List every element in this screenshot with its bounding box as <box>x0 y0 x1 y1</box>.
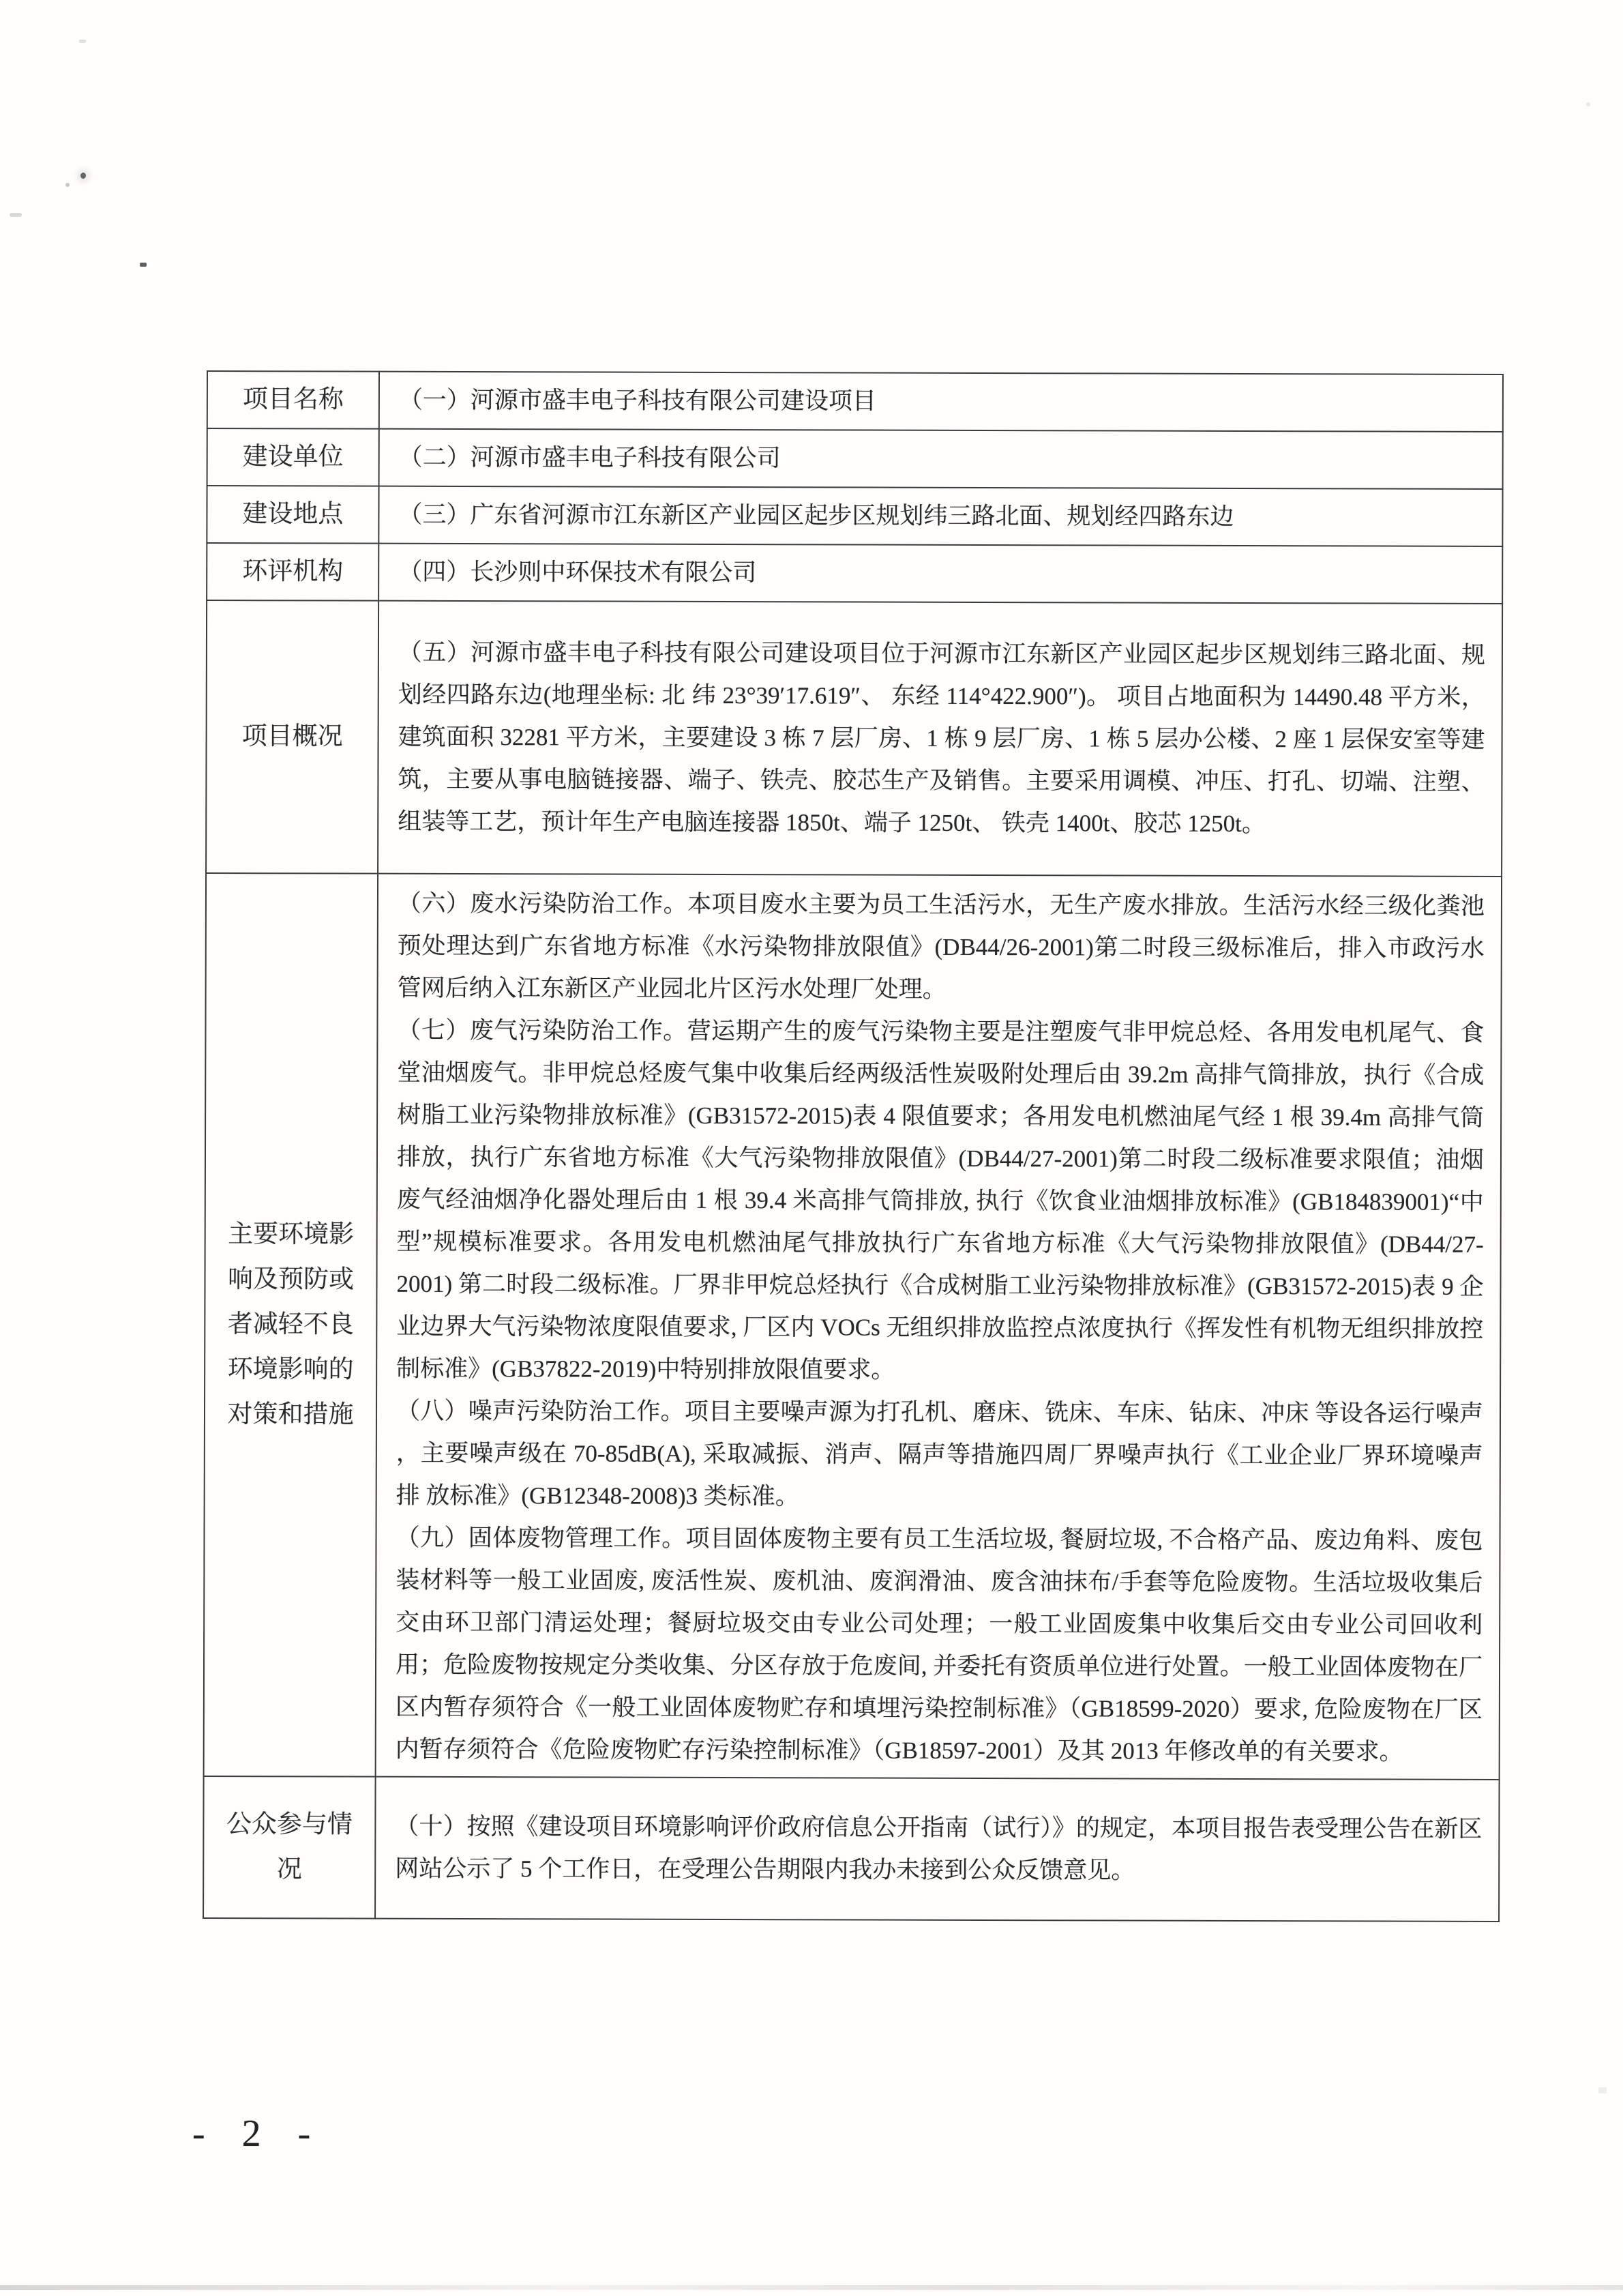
scan-speck <box>65 183 70 187</box>
table-row-construction-unit <box>207 428 1503 489</box>
public-participation-paragraph: （十）按照《建设项目环境影响评价政府信息公开指南（试行）》的规定，本项目报告表受理公告在新区网站公示了 5 个工作日，在受理公告期限内我办未接到公众反馈意见。 <box>395 1812 1483 1884</box>
scan-speck <box>1598 2087 1607 2093</box>
row-content-environmental-measures <box>376 874 1502 1780</box>
scan-speck <box>140 263 147 267</box>
row-label-construction-site <box>207 486 378 544</box>
measures-paragraph-noise: （八）噪声污染防治工作。项目主要噪声源为打孔机、磨床、铣床、车床、钻床、冲床 等设各运行噪声 ，主要噪声级在 70-85dB(A), 采取减振、消声、隔声等措施四周厂界噪声执行《工业企业厂界环境噪声排 放标准》(GB12348-2008)3 类标准。 <box>396 1397 1484 1510</box>
row-content-text: （三）广东省河源市江东新区产业园区起步区规划纬三路北面、规划经四路东边 <box>398 501 1234 530</box>
row-content-public-participation <box>375 1777 1500 1922</box>
row-label-public-participation <box>203 1776 376 1919</box>
row-content-text: （一）河源市盛丰电子科技有限公司建设项目 <box>398 386 876 415</box>
eia-registration-table <box>203 370 1504 1922</box>
measures-paragraph-solid-waste: （九）固体废物管理工作。项目固体废物主要有员工生活垃圾, 餐厨垃圾, 不合格产品、废边角料、废包装材料等一般工业固废, 废活性炭、废机油、废润滑油、废含油抹布/手套等危险废物。生活垃圾收集后交由环卫部门清运处理；餐厨垃圾交由专业公司处理；一般工业固废集中收集后交由专业公司回收利用；危险废物按规定分类收集、分区存放于危废间, 并委托有资质单位进行处置。一般工业固体废物在厂区内暂存须符合《一般工业固体废物贮存和填埋污染控制标准》（GB18599-2020）要求, 危险废物在厂区内暂存须符合《危险废物贮存污染控制标准》（GB18597-2001）及其 2013 年修改单的有关要求。 <box>395 1524 1483 1765</box>
scan-speck <box>79 40 86 43</box>
table-row-construction-site <box>207 486 1502 546</box>
row-content-construction-unit <box>379 429 1503 489</box>
row-label-eia-agency <box>207 543 378 601</box>
row-content-construction-site <box>378 486 1502 546</box>
row-content-project-overview <box>378 601 1502 877</box>
row-label-construction-unit <box>207 428 379 486</box>
table-row-eia-agency <box>207 543 1502 604</box>
row-label-project-name <box>207 371 379 429</box>
row-label-text: 建设地点 <box>242 500 344 529</box>
measures-paragraph-exhaust-gas: （七）废气污染防治工作。营运期产生的废气污染物主要是注塑废气非甲烷总烃、各用发电机尾气、食堂油烟废气。非甲烷总烃废气集中收集后经两级活性炭吸附处理后由 39.2m 高排气筒排放，执行《合成树脂工业污染物排放标准》(GB31572-2015)表 4 限值要求；各用发电机燃油尾气经 1 根 39.4m 高排气筒排放，执行广东省地方标准《大气污染物排放限值》(DB44/27-2001)第二时段二级标准要求限值；油烟废气经油烟净化器处理后由 1 根 39.4 米高排气筒排放, 执行《饮食业油烟排放标准》(GB184839001)“中型”规模标准要求。各用发电机燃油尾气排放执行广东省地方标准《大气污染物排放限值》(DB44/27-2001) 第二时段二级标准。厂界非甲烷总烃执行《合成树脂工业污染物排放标准》(GB31572-2015)表 9 企业边界大气污染物浓度限值要求, 厂区内 VOCs 无组织排放监控点浓度执行《挥发性有机物无组织排放控制标准》(GB37822-2019)中特别排放限值要求。 <box>396 1016 1485 1383</box>
row-label-text: 公众参与情况 <box>226 1810 353 1884</box>
page-number: - 2 - <box>192 2113 325 2155</box>
row-label-text: 项目概况 <box>241 722 343 751</box>
row-content-project-name <box>379 372 1503 432</box>
scan-speck <box>1586 102 1590 106</box>
row-content-eia-agency <box>378 544 1502 604</box>
scan-speck <box>10 213 22 217</box>
row-content-text: （二）河源市盛丰电子科技有限公司 <box>398 443 781 472</box>
row-label-project-overview <box>206 600 378 874</box>
table-row-public-participation <box>203 1776 1500 1922</box>
table-row-project-overview <box>206 600 1502 877</box>
row-label-text: 环评机构 <box>242 557 344 586</box>
table-row-project-name <box>207 371 1503 432</box>
row-label-text: 建设单位 <box>242 443 344 471</box>
table-row-environmental-measures <box>204 873 1502 1780</box>
row-content-text: （四）长沙则中环保技术有限公司 <box>398 558 757 587</box>
row-label-text: 项目名称 <box>242 385 344 414</box>
scan-speck <box>80 173 86 179</box>
scanner-edge-streak <box>0 2285 1623 2290</box>
row-label-environmental-measures <box>204 873 378 1777</box>
row-label-text: 主要环境影响及预防或者减轻不良环境影响的对策和措施 <box>227 1220 355 1429</box>
overview-paragraph: （五）河源市盛丰电子科技有限公司建设项目位于河源市江东新区产业园区起步区规划纬三路北面、规划经四路东边(地理坐标: 北 纬 23°39′17.619″、 东经 114°422.900″)。 项目占地面积为 14490.48 平方米，建筑面积 32281 平方米，主要建设 3 栋 7 层厂房、1 栋 9 层厂房、1 栋 5 层办公楼、2 座 1 层保安室等建筑，主要从事电脑链接器、端子、铁壳、胶芯生产及销售。主要采用调模、冲压、打孔、切端、注塑、组装等工艺，预计年生产电脑连接器 1850t、端子 1250t、 铁壳 1400t、胶芯 1250t。 <box>398 638 1485 838</box>
measures-paragraph-wastewater: （六）废水污染防治工作。本项目废水主要为员工生活污水，无生产废水排放。生活污水经三级化粪池预处理达到广东省地方标准《水污染物排放限值》(DB44/26-2001)第二时段三级标准后，排入市政污水管网后纳入江东新区产业园北片区污水处理厂处理。 <box>397 889 1485 1003</box>
